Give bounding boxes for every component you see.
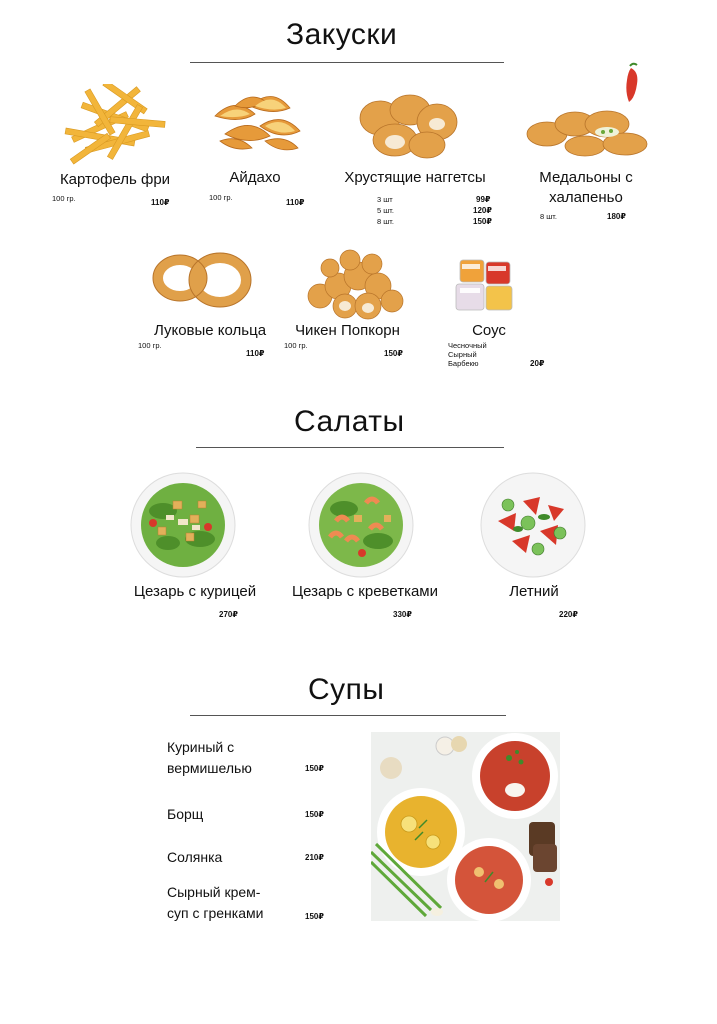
item-price: 220₽	[559, 610, 578, 619]
soups-divider	[190, 715, 506, 716]
snacks-divider	[190, 62, 504, 63]
soup-name-line2: вермишелью	[167, 760, 252, 776]
item-name: Картофель фри	[59, 171, 171, 188]
item-price: 330₽	[393, 610, 412, 619]
soups-title: Супы	[308, 673, 385, 706]
sauce-cups-image	[448, 256, 520, 320]
item-name: Цезарь с креветками	[291, 583, 438, 600]
nuggets-image	[355, 90, 465, 162]
soup-name-line2: суп с гренками	[167, 905, 264, 921]
item-weight: 100 гр.	[52, 194, 76, 203]
fries-image	[60, 84, 170, 166]
soup-price: 150₽	[305, 810, 324, 819]
sauce-flavor: Чесночный	[448, 341, 487, 350]
caesar-chicken-image	[128, 471, 238, 579]
item-weight: 100 гр.	[209, 193, 233, 202]
item-price: 180₽	[607, 212, 626, 221]
item-name: Чикен Попкорн	[295, 322, 400, 339]
item-name: Цезарь с курицей	[133, 583, 257, 600]
item-price: 270₽	[219, 610, 238, 619]
item-price: 20₽	[530, 359, 545, 368]
soup-name-line1: Солянка	[167, 849, 223, 865]
popcorn-chicken-image	[300, 246, 410, 322]
item-name: Соус	[472, 322, 506, 339]
soup-name-line1: Сырный крем-	[167, 884, 261, 900]
soup-price: 150₽	[305, 912, 324, 921]
option-label: 3 шт	[377, 195, 393, 204]
item-price: 110₽	[246, 349, 265, 358]
soup-price: 150₽	[305, 764, 324, 773]
summer-salad-image	[478, 471, 588, 579]
option-price: 99₽	[476, 195, 491, 204]
item-name-line1: Медальоны с	[539, 169, 633, 186]
item-name: Летний	[509, 583, 559, 600]
wedges-image	[210, 86, 305, 156]
soup-name-line1: Борщ	[167, 806, 204, 822]
jalapeno-medallions-image	[525, 62, 653, 162]
sauce-flavor: Барбекю	[448, 359, 479, 368]
item-name: Айдахо	[229, 169, 281, 186]
option-label: 8 шт.	[377, 217, 394, 226]
option-price: 120₽	[473, 206, 492, 215]
snacks-title: Закуски	[286, 18, 398, 51]
soups-photo	[371, 732, 560, 921]
sauce-flavor: Сырный	[448, 350, 477, 359]
item-name: Луковые кольца	[153, 322, 267, 339]
item-weight: 100 гр.	[138, 341, 162, 350]
salads-divider	[196, 447, 504, 448]
item-price: 150₽	[384, 349, 403, 358]
option-label: 5 шт.	[377, 206, 394, 215]
item-name-line2: халапеньо	[549, 189, 623, 206]
soup-price: 210₽	[305, 853, 324, 862]
item-price: 110₽	[286, 198, 305, 207]
soup-name-line1: Куриный с	[167, 739, 235, 755]
item-name: Хрустящие наггетсы	[344, 169, 486, 186]
salads-title: Салаты	[294, 405, 405, 438]
item-price: 110₽	[151, 198, 170, 207]
item-weight: 8 шт.	[540, 212, 557, 221]
option-price: 150₽	[473, 217, 492, 226]
onion-rings-image	[148, 248, 258, 314]
caesar-shrimp-image	[306, 471, 416, 579]
item-weight: 100 гр.	[284, 341, 308, 350]
